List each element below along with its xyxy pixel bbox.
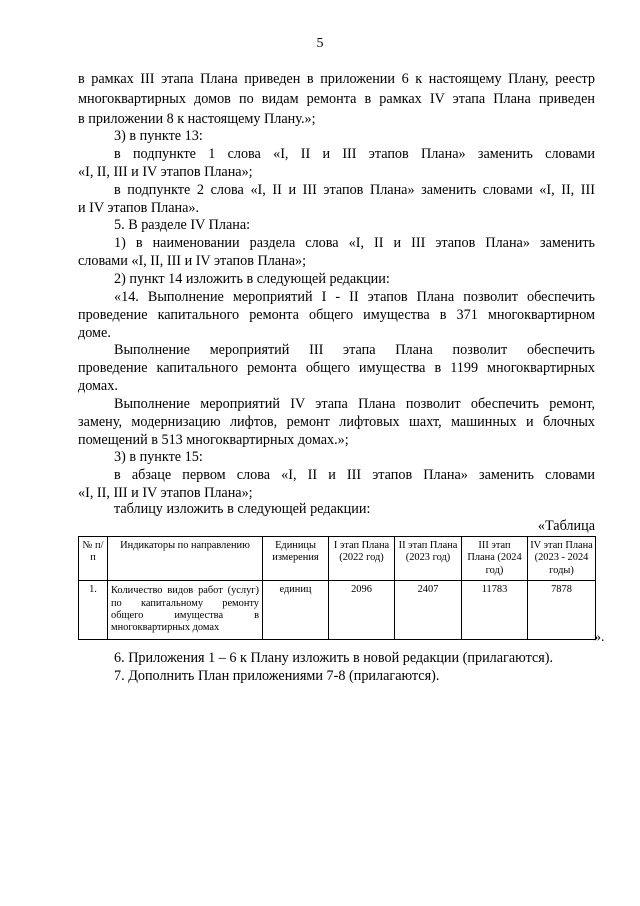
text-line: в подпункте 1 слова «I, II и III этапов Плана» заменить словами (114, 146, 595, 162)
text-line: «I, II, III и IV этапов Плана»; (78, 164, 253, 180)
text-line: 7. Дополнить План приложениями 7-8 (прилагаются). (114, 668, 440, 684)
text-line: помещений в 513 многоквартирных домах.»; (78, 432, 349, 448)
table-cell: 2096 (329, 581, 395, 640)
text-line: 3) в пункте 13: (114, 128, 203, 144)
text-line: проведение капитального ремонта общего имущества в 1199 многоквартирных (78, 360, 595, 376)
table-cell: 11783 (462, 581, 528, 640)
header-cell: IV этап Плана (2023 - 2024 годы) (528, 537, 596, 581)
text-line: доме. (78, 325, 111, 341)
table-caption: «Таблица (537, 518, 595, 534)
header-cell: Индикаторы по направлению (108, 537, 263, 581)
text-line: Выполнение мероприятий III этапа Плана позволит обеспечить (114, 342, 595, 358)
table-cell: единиц (263, 581, 329, 640)
text-line: замену, модернизацию лифтов, ремонт лифтовых шахт, машинных и блочных (78, 414, 595, 430)
text-line: и IV этапов Плана». (78, 200, 200, 216)
header-cell: Единицы измерения (263, 537, 329, 581)
table-cell: 1. (79, 581, 108, 640)
table-closing-quote: ». (594, 630, 605, 645)
text-line: 2) пункт 14 изложить в следующей редакции: (114, 271, 390, 287)
text-line: в рамках III этапа Плана приведен в приложении 6 к настоящему Плану, реестр (78, 71, 595, 87)
header-cell: I этап Плана (2022 год) (329, 537, 395, 581)
text-line: в абзаце первом слова «I, II и III этапов Плана» заменить словами (114, 467, 595, 483)
text-line: домах. (78, 378, 118, 394)
table-cell: 2407 (395, 581, 462, 640)
table-header-row (79, 537, 596, 581)
text-line: проведение капитального ремонта общего имущества в 371 многоквартирном (78, 307, 595, 323)
text-line: 5. В разделе IV Плана: (114, 217, 251, 233)
header-cell: III этап Плана (2024 год) (462, 537, 528, 581)
text-line: многоквартирных домов по видам ремонта в рамках IV этапа Плана приведен (78, 91, 595, 107)
header-cell: II этап Плана (2023 год) (395, 537, 462, 581)
text-line: в приложении 8 к настоящему Плану.»; (78, 111, 316, 127)
text-line: «I, II, III и IV этапов Плана»; (78, 485, 253, 501)
text-line: 3) в пункте 15: (114, 449, 203, 465)
indicators-table (78, 536, 596, 640)
table-cell: 7878 (528, 581, 596, 640)
table-cell: Количество видов работ (услуг) по капитальному ремонту общего имущества в многоквартирных домах (108, 581, 263, 640)
page-number: 5 (316, 36, 324, 51)
text-line: 1) в наименовании раздела слова «I, II и III этапов Плана» заменить (114, 235, 595, 251)
text-line: в подпункте 2 слова «I, II и III этапов Плана» заменить словами «I, II, III (114, 182, 595, 198)
text-line: таблицу изложить в следующей редакции: (114, 501, 371, 517)
header-cell: № п/п (79, 537, 108, 581)
table-row (79, 581, 596, 640)
text-line: Выполнение мероприятий IV этапа Плана позволит обеспечить ремонт, (114, 396, 595, 412)
text-line: словами «I, II, III и IV этапов Плана»; (78, 253, 307, 269)
text-line: «14. Выполнение мероприятий I - II этапов Плана позволит обеспечить (114, 289, 595, 305)
text-line: 6. Приложения 1 – 6 к Плану изложить в новой редакции (прилагаются). (114, 650, 554, 666)
